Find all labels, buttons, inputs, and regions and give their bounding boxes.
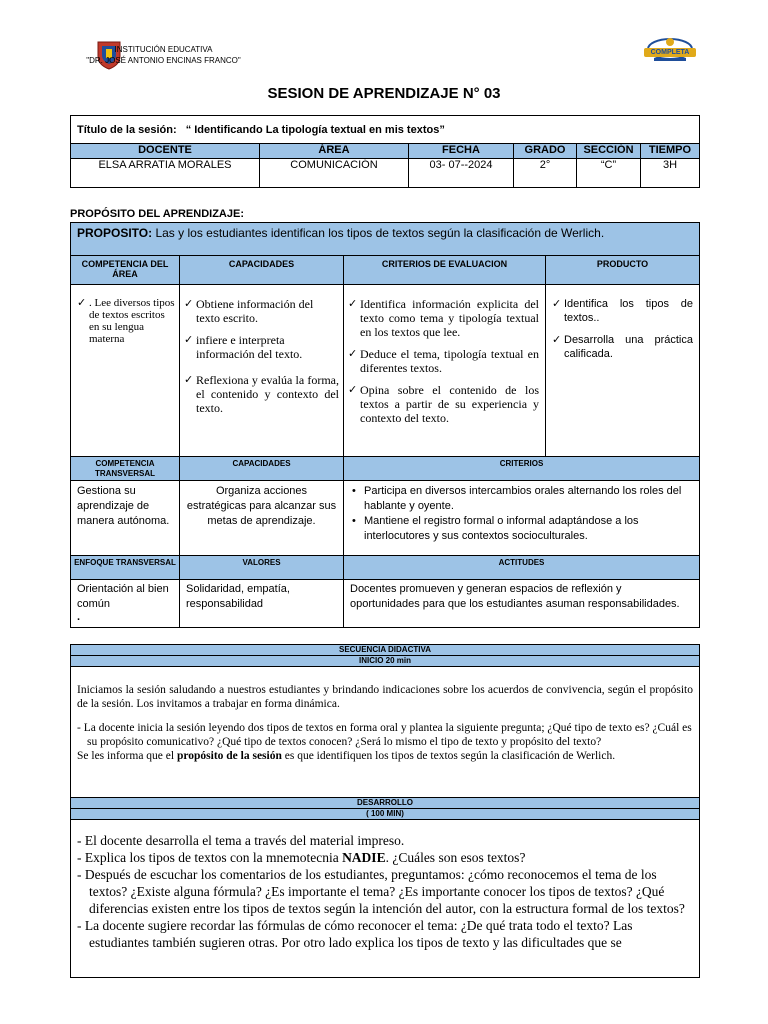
enfoque-value: Orientación al bien común (77, 583, 169, 610)
inicio-p3-bold: propósito de la sesión (176, 750, 282, 762)
inicio-content (71, 667, 700, 798)
valores-value: Solidaridad, empatía, responsabilidad (180, 580, 344, 628)
col-competencia-transversal: COMPETENCIA TRANSVERSAL (71, 457, 180, 481)
col-capacidades: CAPACIDADES (180, 256, 344, 285)
criterio-transversal-item: • Mantiene el registro formal o informal adaptándose a los interlocutores y sus contextos socioculturales. (350, 514, 693, 544)
session-title-cell (71, 116, 700, 144)
enfoque-dot: . (77, 611, 81, 623)
proposito-text: Las y los estudiantes identifican los tipos de textos según la clasificación de Werlich. (152, 226, 605, 240)
proposito-label: PROPOSITO: (77, 226, 153, 240)
col-producto: PRODUCTO (546, 256, 700, 285)
col-criterios-transversal: CRITERIOS (344, 457, 700, 481)
criterio-item: ✓ Identifica información explicita del texto como tema y tipología textual en los textos que lee. (348, 297, 539, 339)
criterios-transversal-cell (344, 481, 700, 556)
col-actitudes: ACTITUDES (344, 556, 700, 580)
school-line-1: INSTITUCIÓN EDUCATIVA (114, 45, 213, 54)
session-title-label: Título de la sesión: (77, 123, 177, 136)
capacidad-item: ✓ infiere e interpreta información del texto. (184, 333, 339, 361)
desarrollo-line-2-end: . ¿Cuáles son esos textos? (385, 850, 526, 865)
col-seccion: SECCIÓN (577, 144, 641, 159)
secuencia-table (70, 644, 700, 978)
inicio-paragraph-1: Iniciamos la sesión saludando a nuestros estudiantes y brindando indicaciones sobre los acuerdos de convivencia, según el propósito de la sesión. Los invitamos a trabajar en forma dinámica. (77, 684, 693, 710)
session-table (70, 115, 700, 188)
desarrollo-line-2-start: - Explica los tipos de textos con la mnemotecnia (77, 850, 343, 865)
col-valores: VALORES (180, 556, 344, 580)
col-capacidades-transversal: CAPACIDADES (180, 457, 344, 481)
session-title-value: “ Identificando La tipología textual en mis textos” (185, 123, 445, 136)
page-title: SESION DE APRENDIZAJE N° 03 (267, 85, 501, 102)
desarrollo-line-2-bold: NADIE (342, 850, 386, 865)
capacidades-transversal-value: Organiza acciones estratégicas para alcanzar sus metas de aprendizaje. (180, 481, 344, 556)
tiempo-value: 3H (641, 159, 700, 188)
producto-item: ✓ Identifica los tipos de textos.. (552, 297, 693, 325)
school-line-2: "DR. JOSÉ ANTONIO ENCINAS FRANCO" (86, 56, 241, 65)
col-area: ÁREA (260, 144, 409, 159)
competencia-area-cell (71, 285, 180, 457)
criterio-item: ✓ Opina sobre el contenido de los textos a partir de su experiencia y contexto del texto. (348, 383, 539, 425)
desarrollo-line-1: - El docente desarrolla el tema a través del material impreso. (77, 833, 405, 848)
area-value: COMUNICACIÓN (260, 159, 409, 188)
col-enfoque: ENFOQUE TRANSVERSAL (71, 556, 180, 580)
capacidad-item: ✓ Reflexiona y evalúa la forma, el contenido y contexto del texto. (184, 373, 339, 415)
desarrollo-time: ( 100 MIN) (71, 809, 700, 820)
competencia-item: ✓ . Lee diversos tipos de textos escritos en su lengua materna (77, 297, 175, 345)
proposito-section-label: PROPÓSITO DEL APRENDIZAJE: (70, 208, 244, 220)
desarrollo-title: DESARROLLO (71, 798, 700, 809)
col-tiempo: TIEMPO (641, 144, 700, 159)
docente-value: ELSA ARRATIA MORALES (71, 159, 260, 188)
col-competencia-area: COMPETENCIA DEL ÁREA (71, 256, 180, 285)
actitudes-value: Docentes promueven y generan espacios de reflexión y oportunidades para que los estudiantes asuman responsabilidades. (344, 580, 700, 628)
desarrollo-line-2 (77, 849, 693, 866)
desarrollo-line-3: - Después de escuchar los comentarios de los estudiantes, preguntamos: ¿cómo reconocemos el tema de los textos? ¿Existe alguna fórmula? ¿Es importante el tema? ¿Es importante conocer los tipos de textos? ¿Qué diferencias existen entre los tipos de textos según la intención del autor, con la estructura formal de los textos? (77, 867, 685, 916)
capacidades-cell (180, 285, 344, 457)
inicio-p3-end: es que identifiquen los tipos de textos según la clasificación de Werlich. (281, 750, 616, 762)
fecha-value: 03- 07--2024 (409, 159, 514, 188)
inicio-p3-start: Se les informa que el (77, 750, 177, 762)
col-grado: GRADO (514, 144, 577, 159)
col-criterios-evaluacion: CRITERIOS DE EVALUACION (344, 256, 546, 285)
desarrollo-content (71, 820, 700, 978)
producto-cell (546, 285, 700, 457)
logo-text: COMPLETA (650, 49, 690, 56)
proposito-table (70, 222, 700, 457)
criterios-cell (344, 285, 546, 457)
grado-value: 2° (514, 159, 577, 188)
producto-item: ✓ Desarrolla una práctica calificada. (552, 333, 693, 361)
competencia-transversal-value: Gestiona su aprendizaje de manera autónoma. (71, 481, 180, 556)
criterio-item: ✓ Deduce el tema, tipología textual en diferentes textos. (348, 347, 539, 375)
col-docente: DOCENTE (71, 144, 260, 159)
school-name (76, 44, 251, 66)
capacidad-item: ✓ Obtiene información del texto escrito. (184, 297, 339, 325)
secuencia-title: SECUENCIA DIDACTIVA (71, 645, 700, 656)
seccion-value: “C” (577, 159, 641, 188)
enfoque-table (70, 555, 700, 628)
inicio-paragraph-3 (77, 749, 693, 763)
criterio-transversal-item: • Participa en diversos intercambios orales alternando los roles del hablante y oyente. (350, 484, 693, 514)
inicio-paragraph-2: - La docente inicia la sesión leyendo dos tipos de textos en forma oral y plantea la siguiente pregunta; ¿Qué tipo de texto es? ¿Cuál es su propósito comunicativo? ¿Qué tipo de textos conocen? ¿Será lo mismo el tipo de texto y propósito del texto? (77, 722, 692, 748)
col-fecha: FECHA (409, 144, 514, 159)
enfoque-cell (71, 580, 180, 628)
desarrollo-line-4: - La docente sugiere recordar las fórmulas de cómo reconocer el tema: ¿De qué trata todo el texto? Las estudiantes también sugieren otras. Por otro lado explica los tipos de texto y las dificultades que se (77, 918, 633, 950)
completa-logo (640, 36, 700, 64)
proposito-cell (71, 223, 700, 256)
inicio-title: INICIO 20 min (71, 656, 700, 667)
transversal-table (70, 456, 700, 556)
